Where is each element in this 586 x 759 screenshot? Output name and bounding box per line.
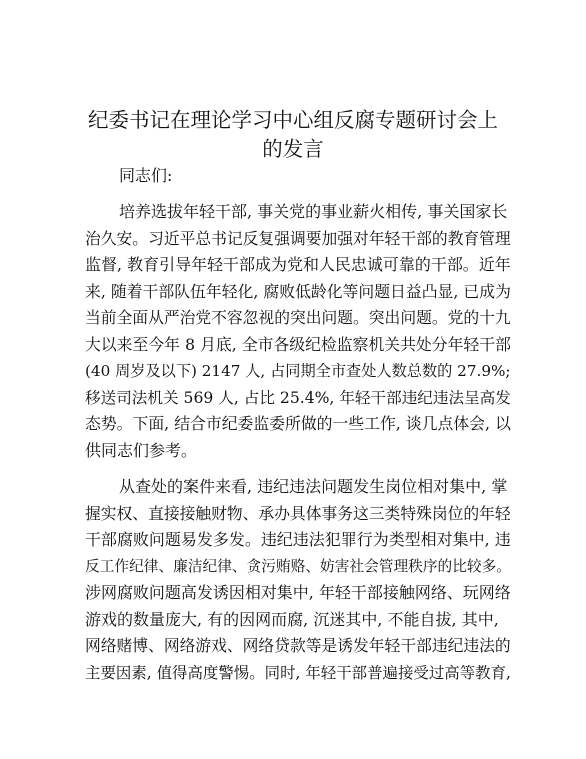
salutation: 同志们: <box>119 166 173 185</box>
paragraph-line: 当前全面从严治党不容忽视的突出问题。突出问题。党的十九 <box>85 308 511 327</box>
paragraph-line: 反工作纪律、廉洁纪律、贪污贿赂、妨害社会管理秩序的比较多。 <box>85 557 511 575</box>
title-line-2: 的发言 <box>262 137 324 161</box>
paragraph-line: 治久安。习近平总书记反复强调要加强对年轻干部的教育管理 <box>85 228 511 248</box>
paragraph-line: 监督, 教育引导年轻干部成为党和人民忠诚可靠的干部。近年 <box>85 255 511 274</box>
paragraph-line: 从查处的案件来看, 违纪违法问题发生岗位相对集中, 掌 <box>119 477 508 496</box>
paragraph-line: 握实权、直接接触财物、承办具体事务这三类特殊岗位的年轻 <box>85 503 511 523</box>
paragraph-line: 大以来至今年 8 月底, 全市各级纪检监察机关共处分年轻干部 <box>85 334 511 354</box>
title-line-1: 纪委书记在理论学习中心组反腐专题研讨会上 <box>88 108 498 132</box>
paragraph-2 <box>85 474 511 686</box>
paragraph-line: 培养选拔年轻干部, 事关党的事业薪火相传, 事关国家长 <box>119 202 508 221</box>
paragraph-line: 干部腐败问题易发多发。违纪违法犯罪行为类型相对集中, 违 <box>85 530 511 549</box>
paragraph-line: 涉网腐败问题高发诱因相对集中, 年轻干部接触网络、玩网络 <box>85 583 511 602</box>
paragraph-line: 态势。下面, 结合市纪委监委所做的一些工作, 谈几点体会, 以 <box>85 414 511 433</box>
paragraph-line: 游戏的数量庞大, 有的因网而腐, 沉迷其中, 不能自拔, 其中, <box>85 609 499 629</box>
paragraph-line: (40 周岁及以下) 2147 人, 占同期全市查处人数总数的 27.9%; <box>85 362 511 380</box>
document-title <box>60 106 526 164</box>
paragraph-line: 网络赌博、网络游戏、网络贷款等是诱发年轻干部违纪违法的 <box>85 636 511 655</box>
document-body <box>85 163 511 696</box>
paragraph-line: 移送司法机关 569 人, 占比 25.4%, 年轻干部违纪违法呈高发 <box>85 388 511 407</box>
paragraph-line: 主要因素, 值得高度警惕。同时, 年轻干部普遍接受过高等教育, <box>85 663 511 682</box>
paragraph-line: 供同志们参考。 <box>85 440 198 460</box>
paragraph-1 <box>85 199 511 464</box>
paragraph-line: 来, 随着干部队伍年轻化, 腐败低龄化等问题日益凸显, 已成为 <box>85 281 511 301</box>
